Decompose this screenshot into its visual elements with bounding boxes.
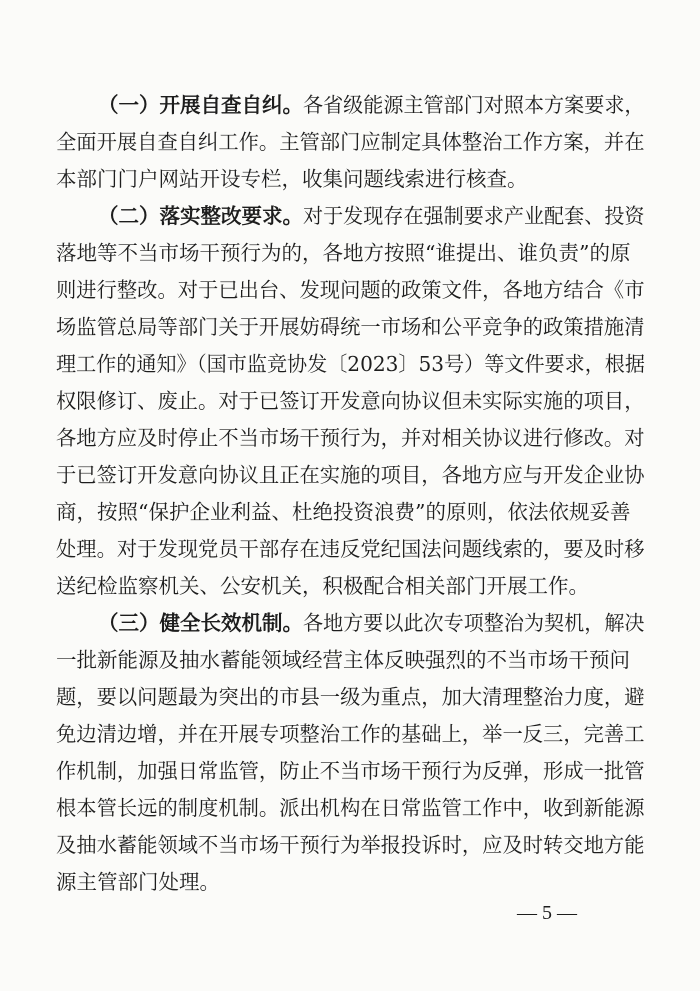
text-line: 题，要以问题最为突出的市县一级为重点，加大清理整治力度，避 (56, 685, 645, 709)
text-line: 作机制，加强日常监管，防止不当市场干预行为反弹，形成一批管 (56, 759, 645, 783)
text-line: 免边清边增，并在开展专项整治工作的基础上，举一反三，完善工 (56, 722, 645, 746)
section-1-heading: （一）开展自查自纠。 (98, 93, 303, 117)
text-line: 根本管长远的制度机制。派出机构在日常监管工作中，收到新能源 (56, 796, 645, 820)
text-line: 及抽水蓄能领域不当市场干预行为举报投诉时，应及时转交地方能 (56, 833, 645, 857)
text-line: 各地方要以此次专项整治为契机，解决 (303, 611, 645, 635)
text-line: 源主管部门处理。 (56, 870, 220, 894)
text-line: 落地等不当市场干预行为的，各地方按照“谁提出、谁负责”的原 (56, 241, 631, 265)
text-line: 各省级能源主管部门对照本方案要求， (303, 93, 645, 117)
section-2-heading: （二）落实整改要求。 (98, 204, 303, 228)
text-line: 各地方应及时停止不当市场干预行为，并对相关协议进行修改。对 (56, 426, 645, 450)
text-line: 处理。对于发现党员干部存在违反党纪国法问题线索的，要及时移 (56, 537, 645, 561)
text-line: 全面开展自查自纠工作。主管部门应制定具体整治工作方案，并在 (56, 130, 645, 154)
text-line: 于已签订开发意向协议且正在实施的项目，各地方应与开发企业协 (56, 463, 645, 487)
section-3-heading: （三）健全长效机制。 (98, 611, 303, 635)
text-line: 则进行整改。对于已出台、发现问题的政策文件，各地方结合《市 (56, 278, 645, 302)
text-line: 场监管总局等部门关于开展妨碍统一市场和公平竞争的政策措施清 (56, 315, 645, 339)
text-line: 理工作的通知》（国市监竞协发〔2023〕53号）等文件要求，根据 (56, 352, 645, 376)
text-line: 权限修订、废止。对于已签订开发意向协议但未实际实施的项目， (56, 389, 645, 413)
text-line: 一批新能源及抽水蓄能领域经营主体反映强烈的不当市场干预问 (56, 648, 630, 672)
text-line: 送纪检监察机关、公安机关，积极配合相关部门开展工作。 (56, 574, 589, 598)
text-line: 本部门门户网站开设专栏，收集问题线索进行核查。 (56, 167, 528, 191)
text-line: 商，按照“保护企业利益、杜绝投资浪费”的原则，依法依规妥善 (56, 500, 631, 524)
page-number: — 5 — (517, 902, 577, 924)
text-line: 对于发现存在强制要求产业配套、投资 (303, 204, 645, 228)
